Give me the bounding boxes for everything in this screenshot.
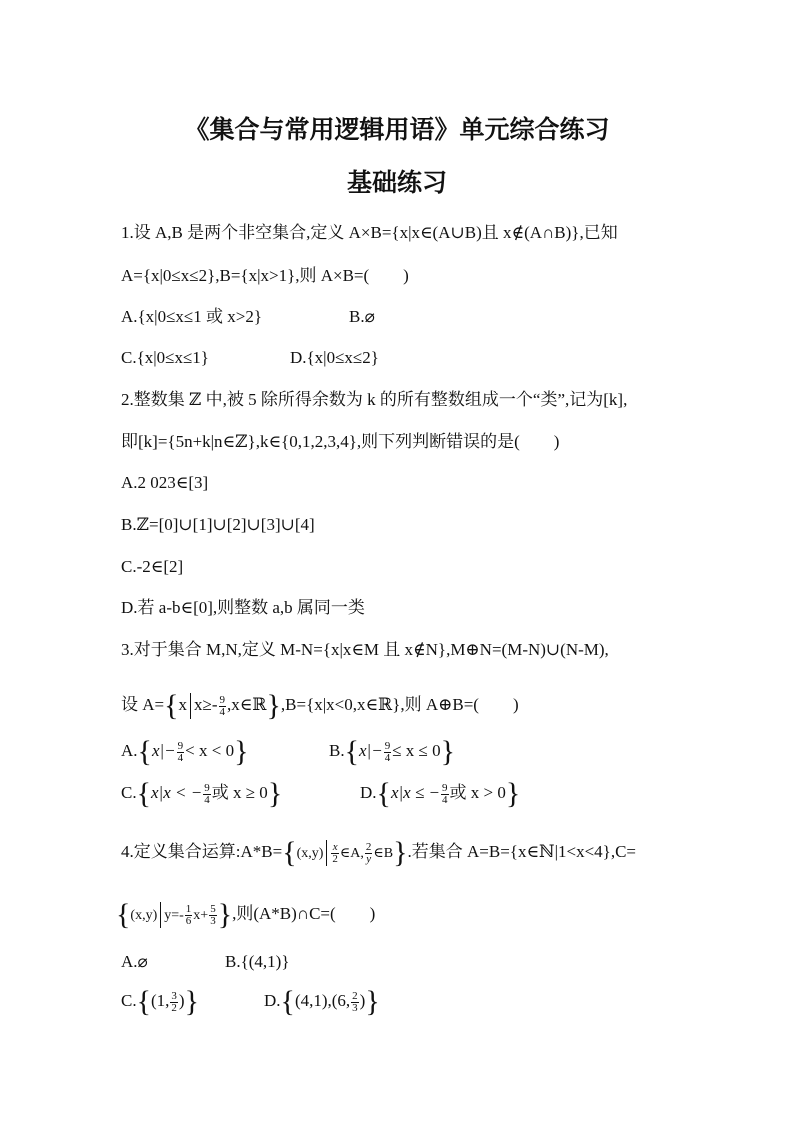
- fraction: $\frac{9}{4}$: [219, 693, 226, 718]
- q2-option-c: C.-2∈[2]: [121, 557, 184, 576]
- q4-stem-line1: 4.定义集合运算:A*B={(x,y) $\frac{x}{2}$ ∈A, $\frac{2}{y}$ ∈B}.若集合 A=B={x∈ℕ|1<x<4},C=: [121, 836, 637, 869]
- q3-stem-line1: 3.对于集合 M,N,定义 M-N={x|x∈M 且 x∉N},M⊕N=(M-N)∪(N-M),: [121, 640, 609, 659]
- q3-stem-line2: 设 A={x x≥- $\frac{9}{4}$ ,x∈ℝ},B={x|x<0,x∈ℝ},则 A⊕B=( ): [121, 689, 519, 722]
- q1-option-b: B.⌀: [349, 307, 375, 326]
- page-title: 《集合与常用逻辑用语》单元综合练习: [184, 115, 610, 144]
- q4-option-b: B.{(4,1)}: [225, 952, 290, 971]
- q4-option-d: D.{(4,1),(6, $\frac{2}{3}$ )}: [264, 985, 380, 1019]
- set-bar: [190, 693, 191, 719]
- left-brace: {: [164, 689, 179, 722]
- q2-option-a: A.2 023∈[3]: [121, 473, 209, 492]
- q1-stem-line1: 1.设 A,B 是两个非空集合,定义 A×B={x|x∈(A∪B)且 x∉(A∩B)},已知: [121, 223, 618, 242]
- q1-option-c: C.{x|0≤x≤1}: [121, 348, 209, 367]
- q1-option-d: D.{x|0≤x≤2}: [290, 348, 379, 367]
- q4-stem-line2: {(x,y) y=- $\frac{1}{6}$ x+ $\frac{5}{3}$ },则(A*B)∩C=( ): [116, 898, 376, 931]
- q2-option-d: D.若 a-b∈[0],则整数 a,b 属同一类: [121, 598, 365, 617]
- page-subtitle: 基础练习: [346, 168, 447, 197]
- q2-stem-line1: 2.整数集 ℤ 中,被 5 除所得余数为 k 的所有整数组成一个“类”,记为[k],: [121, 390, 628, 409]
- q3-option-d: D.{x|x ≤ − $\frac{9}{4}$ 或 x > 0}: [360, 777, 521, 811]
- right-brace: }: [266, 689, 281, 722]
- q4-option-a: A.⌀: [121, 952, 148, 971]
- q3-option-b: B.{x|− $\frac{9}{4}$ ≤ x ≤ 0}: [329, 735, 456, 769]
- q2-option-b: B.ℤ=[0]∪[1]∪[2]∪[3]∪[4]: [121, 515, 315, 534]
- q3-option-c: C.{x|x < − $\frac{9}{4}$ 或 x ≥ 0}: [121, 777, 283, 811]
- q4-option-c: C.{(1, $\frac{3}{2}$ )}: [121, 985, 199, 1019]
- q2-stem-line2: 即[k]={5n+k|n∈ℤ},k∈{0,1,2,3,4},则下列判断错误的是( ): [121, 432, 560, 451]
- q1-option-a: A.{x|0≤x≤1 或 x>2}: [121, 307, 262, 326]
- q3-option-a: A.{x|− $\frac{9}{4}$ < x < 0}: [121, 735, 249, 769]
- q1-stem-line2: A={x|0≤x≤2},B={x|x>1},则 A×B=( ): [121, 266, 409, 285]
